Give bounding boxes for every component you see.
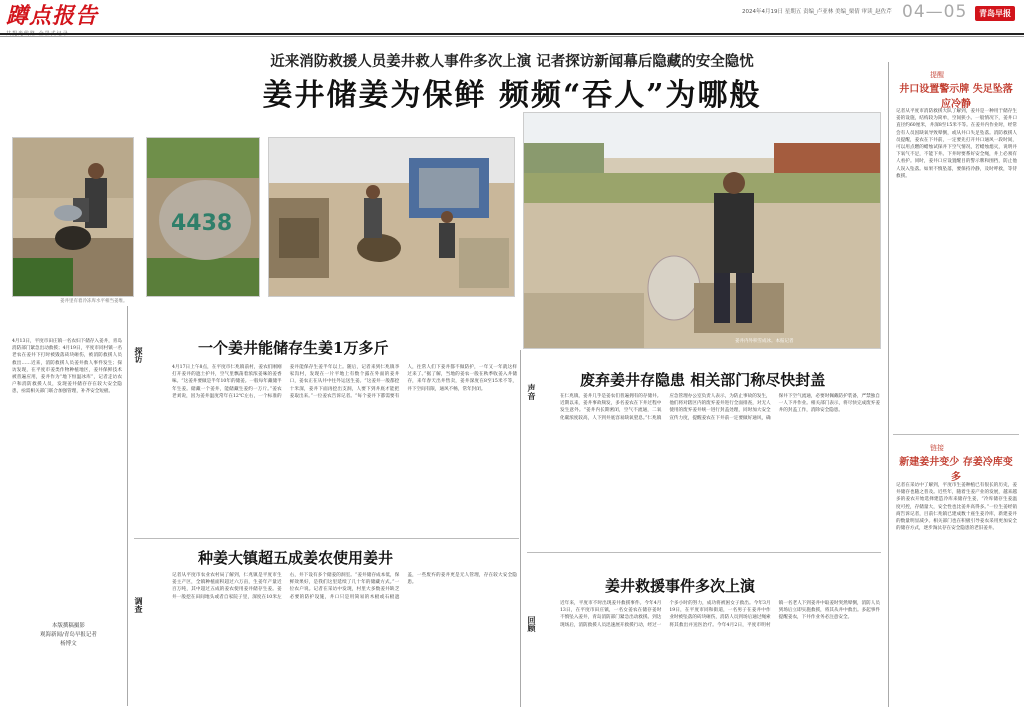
photo-well-man xyxy=(12,137,134,297)
svg-text:4438: 4438 xyxy=(171,211,233,236)
lead-byline xyxy=(40,622,97,649)
sidebar-head-2: 新建姜井变少 存姜冷库变多 xyxy=(899,457,1013,483)
sidebar-text-2: 记者在采访中了解到，平度市生姜种植已有很长的历史，姜井储存也随之普及。近些年，随着生姜产业的发展，越来越多的姜农开始选择建造冷库来储存生姜，“冷库储存生姜温度可控，存储量大，安全性也比姜井高得多。”一位生姜经销商告诉记者，目前仁兆镇已建成数十座生姜冷库，新建姜井的数量明显减少。相关部门也在积极引导姜农采用更加安全的储存方式，逐步淘汰存在安全隐患的老旧姜井。 xyxy=(896,483,1017,532)
section3-text: 在仁兆镇，姜井几乎是姜农们普遍拥有的存储井。近期以来，姜井事故频发，多名姜农在下井过程中发生意外。“姜井内长期密闭，空气不流通，二氧化碳浓度较高，人下到井底容易缺氧窒息。”仁兆镇应急管理办公室负责人表示，为防止事故的发生，他们将对辖区内的废弃姜井进行全面排查，对无人使用的废弃姜井统一进行封盖处理，同时加大安全宣传力度，提醒姜农在下井前一定要做好通风，确保井下空气流通，必要时佩戴防护装备，严禁独自一人下井作业。相关部门表示，将尽快完成废弃姜井的封盖工作，消除安全隐患。 xyxy=(560,394,880,421)
section-tag-huigu: 回顾 xyxy=(527,616,537,632)
section-tag-diaocha: 调查 xyxy=(134,597,144,613)
page-number: 04—05 xyxy=(902,2,968,22)
sidebar-kicker-1: 提醒 xyxy=(930,71,944,79)
photo-right-caption: 姜井内外积雪成冰。本报记者 xyxy=(735,339,794,344)
issue-info: 2024年4月19日 星期五 责编_卢亚林 美编_栗倩 审读_赵佐芹 xyxy=(742,9,892,15)
masthead-rule xyxy=(0,33,1024,35)
headline-title: 姜井储姜为保鲜 频频“吞人”为哪般 xyxy=(262,78,762,113)
section3-title: 废弃姜井存隐患 相关部门称尽快封盖 xyxy=(580,371,826,389)
headline-kicker: 近来消防救援人员姜井救人事件多次上演 记者探访新闻幕后隐藏的安全隐忧 xyxy=(270,53,754,70)
paper-logo: 青岛早报 xyxy=(975,6,1015,21)
section-tag-tanfang: 探访 xyxy=(134,347,144,363)
brand-title: 蹲点报告 xyxy=(6,4,99,29)
byline-line-2: 观海新闻/青岛早报记者 xyxy=(40,632,97,638)
section-divider-1 xyxy=(134,538,519,539)
byline-line-1: 本版撰稿摄影 xyxy=(51,623,85,629)
section4-title: 姜井救援事件多次上演 xyxy=(605,577,756,595)
section-divider-2 xyxy=(527,552,881,553)
photo-truck-unloading xyxy=(268,137,515,297)
sidebar-divider xyxy=(888,62,889,707)
section1-title: 一个姜井能储存生姜1万多斤 xyxy=(198,339,389,357)
center-divider xyxy=(520,350,521,707)
brand-logo xyxy=(6,4,112,34)
sidebar-head-1: 井口设置警示牌 失足坠落应冷静 xyxy=(899,84,1013,110)
sidebar-rule xyxy=(893,434,1019,435)
photo-well-cover xyxy=(146,137,260,297)
lead-divider xyxy=(127,306,128,706)
masthead-rule-thin xyxy=(0,36,1024,37)
sidebar-text-1: 记者从平度市消防救援大队了解到，姜井是一种用于储存生姜的设施，结构较为简单，空间狭小。一般情况下，姜井口直径约60厘米，井深8至15米不等。在姜井内作业时，经常会有人员因缺氧导致晕倒，或从井口失足坠落。消防救援人员提醒，姜农在下井前，一定要先打开井口通风一段时间，可以用点燃的蜡烛试探井下空气情况，若蜡烛熄灭，说明井下氧气不足，不能下井。下井时要系好安全绳，井上必须有人看护。同时，姜井口应设置醒目的警示牌和围挡，防止他人误入坠落。如果不慎坠落，要保持冷静，及时呼救，等待救援。 xyxy=(896,109,1017,179)
section1-text: 4月17日上午8点，在平度市仁兆镇前村，姜农们刚刚打开姜井的遮土护井，空气里飘荡着浓浓姜味的姜香味。“这姜井要做是半年10年的储姜。一般每年藏储半年生姜。储藏一个姜井，能储藏生姜约一万斤。”姜农老刘说，因为姜井温度常年在12℃左右，一个标准的姜井能保存生姜半年以上。随后，记者来到仁兆镇李家沟村，发现在一片平地上有数个露在外面的姜井口，姜农正在从井中往外运送生姜。“这姜井一般都挖十米深，姜井下面再挖出支洞，人要下到井底才能把姜取出来。”一位姜农告诉记者。“每个姜井下都需要有人，往常人们下姜井都不做防护，一年又一年就这样过来了。”据了解，当地的姜农一般在秋季收姜入井储存，来年春天出井售卖，姜井深度在8至15米不等，井下空间有限，通风不畅，常年封闭。 xyxy=(172,365,517,399)
byline-line-3: 杨博文 xyxy=(60,641,77,647)
section-tag-shengyin: 声音 xyxy=(527,384,537,400)
photo-left-caption: 姜井里有着冷冻库水平相当姜堆。 xyxy=(60,299,128,304)
sidebar-kicker-2: 链接 xyxy=(930,444,944,452)
section2-text: 记者从平度市农业农村局了解到，仁兆镇是平度市生姜主产区，全镇种植面积超过六万亩，生姜年产量近百万吨，其中超过五成的姜农使用姜井储存生姜。姜井一般挖在田间地头或者自家院子里，深度在10米左右，井下设有多个储姜的洞室。“姜井储存成本低，保鲜效果好，是我们这里延续了几十年的储藏方式。”一位农户说。记者在采访中发现，村里大多数姜井缺乏必要的防护设施，井口只是用简易的木板或石板遮盖，一些废弃的姜井更是无人管理，存在较大安全隐患。 xyxy=(172,573,517,600)
lead-text: 4月13日，平度市田庄镇一名农妇下储存入姜井，青岛消防部门紧急出动救援；4月19日，平度市同村镇一名老农在姜井下打时被毁落砖块砸伤，被消防救援人员救出……近来，消防救援人员姜井救人事件发生；探访发现，在平度市姜类作物种植地区，姜井保鲜技术被普遍应用，姜井作为“地下恒温冰库”，记者走访农户和消防救援人员，发现姜井储存存在较大安全隐患，亟需相关部门联合加强管理，补齐安全短板。 xyxy=(12,339,122,395)
section4-text: 近年来，平度市不时出现姜井救援事件。今年4月13日，在平度市田庄镇，一名女姜农在储存姜时不慎坠入姜井，青岛消防部门紧急出动救援。到达现场后，消防救援人员迅速展开救援行动，经过一个多小时的努力，成功将被困女子救出。今年3月19日，在平度市同和街道，一名男子在姜井中作业时被坠落的砖块砸伤，消防人员到场后通过绳索将其救出并送医治疗。今年4月2日，平度市明村镇一名老人下到姜井中取姜时突然晕倒，消防人员到场后立即实施救援，将其从井中救出。多起事件提醒姜农，下井作业务必注意安全。 xyxy=(560,601,880,628)
photo-man-at-well xyxy=(523,112,881,349)
section2-title: 种姜大镇超五成姜农使用姜井 xyxy=(198,549,394,567)
